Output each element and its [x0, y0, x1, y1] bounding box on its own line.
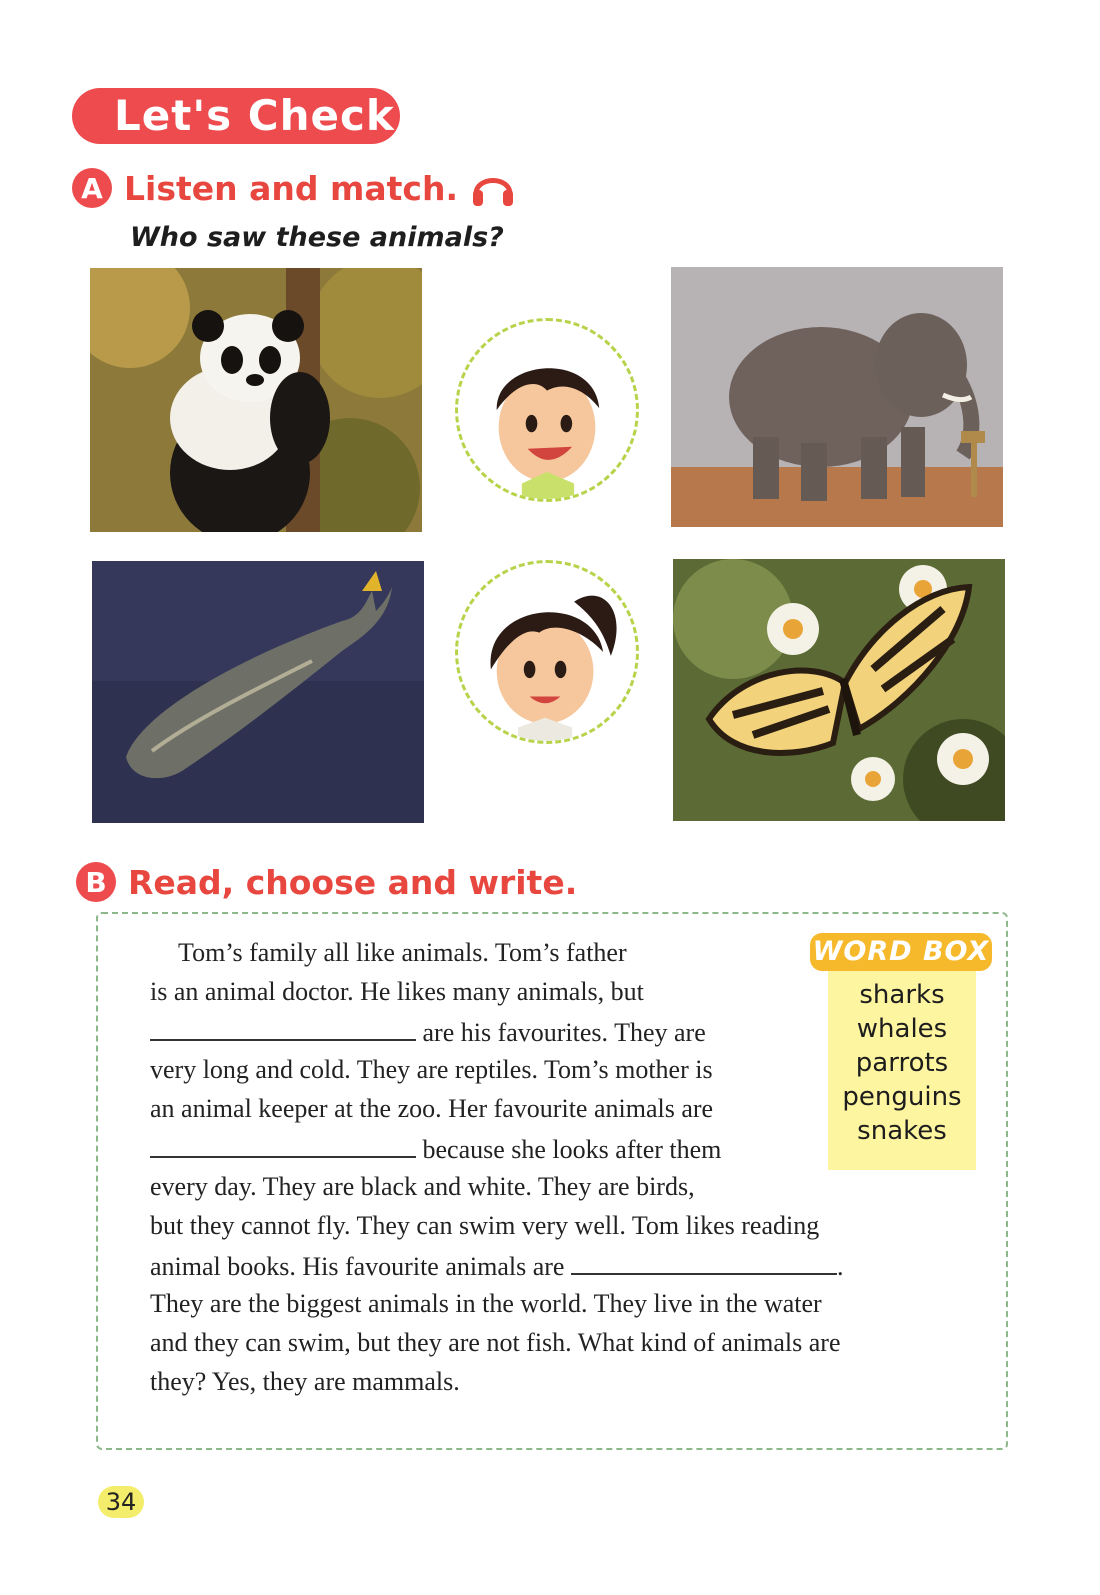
word-item: snakes [857, 1116, 947, 1146]
girl-face-circle [455, 560, 639, 744]
elephant-photo [671, 267, 1003, 527]
story-line [150, 1011, 960, 1050]
story-line: but they cannot fly. They can swim very well. Tom likes reading [150, 1211, 820, 1240]
instruction-text: Who saw these animals? [130, 222, 504, 253]
panda-photo [90, 268, 422, 532]
answer-blank-1[interactable] [150, 1011, 416, 1041]
butterfly-photo [673, 559, 1005, 821]
word-box-title: WORD BOX [810, 933, 992, 971]
story-line: every day. They are black and white. They are birds, [150, 1172, 695, 1201]
story-line-text: because she looks after them [422, 1135, 722, 1164]
story-line [150, 1128, 960, 1167]
section-a-title: Listen and match. [124, 168, 459, 208]
story-text [150, 933, 960, 1401]
section-a-letter: A [72, 168, 112, 208]
word-item: parrots [855, 1048, 949, 1078]
answer-blank-3[interactable] [571, 1245, 837, 1275]
story-line: is an animal doctor. He likes many animals, but [150, 977, 644, 1006]
story-line: Tom’s family all like animals. Tom’s father [178, 938, 627, 967]
page-number: 34 [98, 1486, 144, 1518]
boy-face-circle [455, 318, 639, 502]
section-b-heading [76, 862, 577, 902]
section-b-letter: B [76, 862, 116, 902]
story-line-text: animal books. His favourite animals are [150, 1252, 565, 1281]
story-line: They are the biggest animals in the world. They live in the water [150, 1289, 822, 1318]
story-line: an animal keeper at the zoo. Her favourite animals are [150, 1094, 714, 1123]
word-item: penguins [842, 1082, 962, 1112]
whale-photo [92, 561, 424, 823]
story-line: and they can swim, but they are not fish. What kind of animals are [150, 1328, 841, 1357]
lets-check-badge: Let's Check [72, 88, 400, 144]
section-a-heading [72, 166, 516, 210]
answer-blank-2[interactable] [150, 1128, 416, 1158]
word-item: whales [856, 1014, 948, 1044]
story-line: very long and cold. They are reptiles. Tom’s mother is [150, 1055, 713, 1084]
section-b-title: Read, choose and write. [128, 862, 578, 902]
story-line [150, 1245, 960, 1284]
story-line: they? Yes, they are mammals. [150, 1367, 460, 1396]
story-line-end: . [836, 1252, 844, 1281]
headphones-icon [470, 166, 516, 210]
word-item: sharks [859, 980, 945, 1010]
story-line-text: are his favourites. They are [422, 1018, 706, 1047]
